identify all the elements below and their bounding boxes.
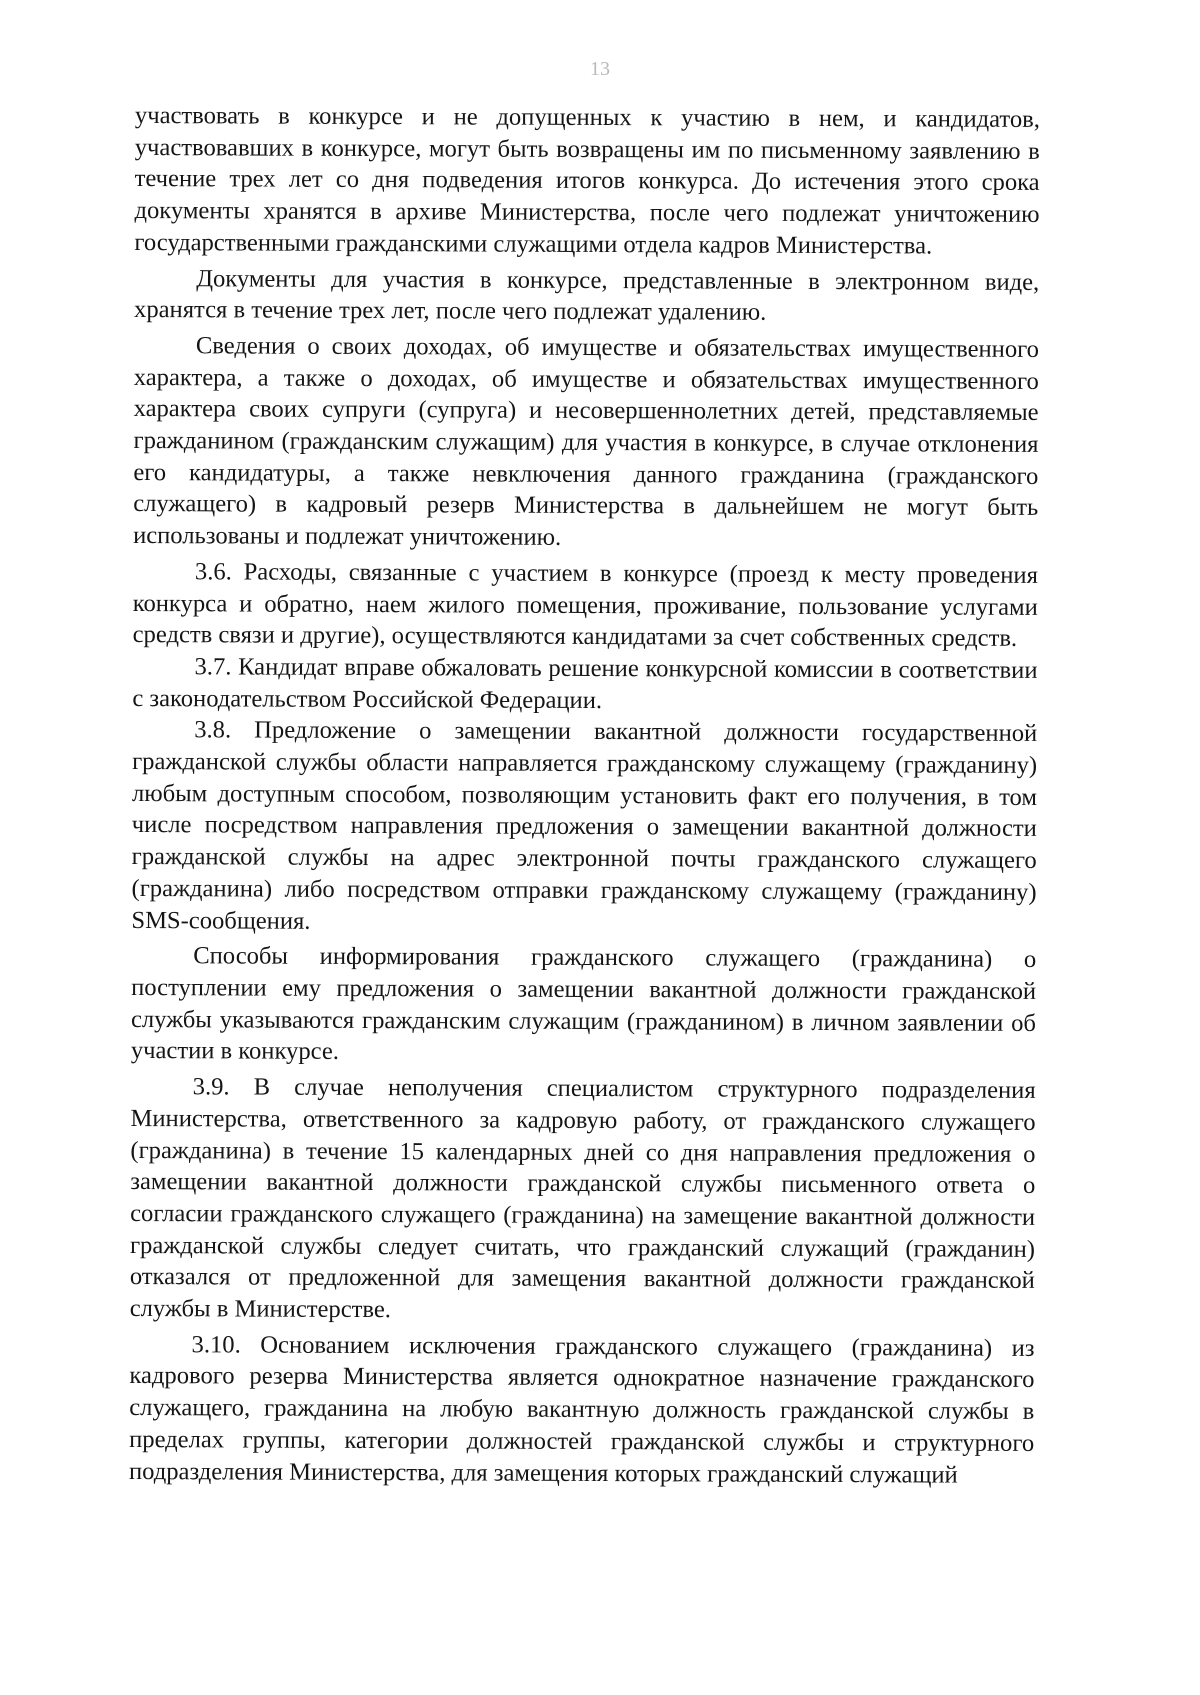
paragraph-3-9: 3.9. В случае неполучения специалистом структурного подразделения Министерства, ответственного за кадровую работу, от гражданского служащего (гражданина) в течение 15 календарных дней со дня направления предложения о замещении вакантной должности гражданской службы письменного ответа о согласии гражданского служащего (гражданина) на замещение вакантной должности гражданской службы следует считать, что гражданский служащий (гражданин) отказался от предложенной для замещения вакантной должности гражданской службы в Министерстве. [129, 1073, 1036, 1324]
page-number: 13 [590, 58, 610, 80]
paragraph-3-7: 3.7. Кандидат вправе обжаловать решение конкурсной комиссии в соответствии с законодательством Российской Федерации. [132, 653, 1038, 714]
paragraph-continuation: участвовать в конкурсе и не допущенных к участию в нем, и кандидатов, участвовавших в конкурсе, могут быть возвращены им по письменному заявлению в течение трех лет со дня подведения итогов конкурса. До истечения этого срока документы хранятся в архиве Министерства, после чего подлежат уничтожению государственными гражданскими служащими отдела кадров Министерства. [134, 101, 1040, 260]
paragraph-3-10: 3.10. Основанием исключения гражданского служащего (гражданина) из кадрового резерва Министерства является однократное назначение гражданского служащего, гражданина на любую вакантную должность гражданской службы в пределах группы, категории должностей гражданской службы и структурного подразделения Министерства, для замещения которых гражданский служащий [128, 1330, 1035, 1489]
paragraph-3-6: 3.6. Расходы, связанные с участием в конкурсе (проезд к месту проведения конкурса и обратно, наем жилого помещения, проживание, пользование услугами средств связи и другие), осуществляются кандидатами за счет собственных средств. [132, 558, 1038, 653]
paragraph-3-8: 3.8. Предложение о замещении вакантной должности государственной гражданской службы области направляется гражданскому служащему (гражданину) любым доступным способом, позволяющим установить факт его получения, в том числе посредством направления предложения о замещении вакантной должности гражданской службы на адрес электронной почты гражданского служащего (гражданина) либо посредством отправки гражданскому служащему (гражданину) SMS-сообщения. [131, 716, 1038, 935]
paragraph-income-information: Сведения о своих доходах, об имуществе и обязательствах имущественного характера, а также о доходах, об имуществе и обязательствах имущественного характера своих супруги (супруга) и несовершеннолетних детей, представляемые гражданином (гражданским служащим) для участия в конкурсе, в случае отклонения его кандидатуры, а также невключения данного гражданина (гражданского служащего) в кадровый резерв Министерства в дальнейшем не могут быть использованы и подлежат уничтожению. [133, 332, 1039, 552]
paragraph-notification-methods: Способы информирования гражданского служащего (гражданина) о поступлении ему предложения о замещении вакантной должности гражданской службы указываются гражданским служащим (гражданином) в личном заявлении об участии в конкурсе. [130, 942, 1037, 1066]
paragraph-electronic-documents: Документы для участия в конкурсе, представленные в электронном виде, хранятся в течение трех лет, после чего подлежат удалению. [134, 264, 1040, 326]
document-body [129, 100, 1040, 1491]
